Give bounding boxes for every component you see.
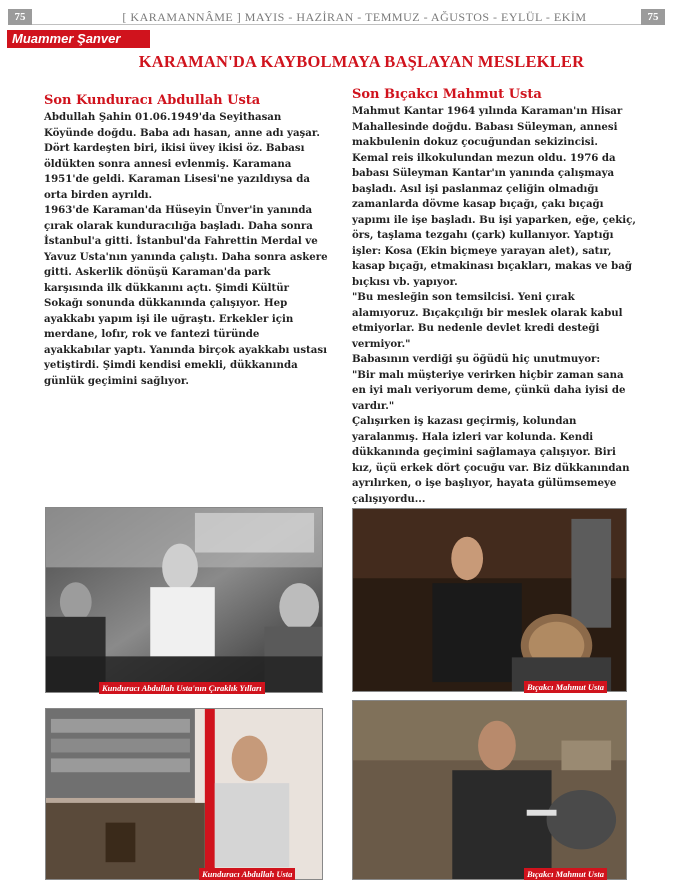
photo-knife-maker-1 — [352, 508, 627, 692]
photo-apprentice-years — [45, 507, 323, 693]
right-paragraph: Mahmut Kantar 1964 yılında Karaman'ın Hisar Mahallesinde doğdu. Babası Süleyman, annesi makbulenin dokuz çocuğundan sekizincisi. Kemal reis ilkokulundan mezun oldu. 1976 da babası Süleyman Kantar'ın yanında çalışmaya başladı. Asıl işi paslanmaz çeliğin olmadığı zamanlarda dövme kasap bıçağı, çakı bıçağı yapımı ile işe başladı. Bu işi yaparken, eğe, çekiç, örs, taşlama tezgahı (çark) kullanıyor. Yaptığı işler: Kosa (Ekin biçmeye yarayan alet), satır, kasap bıçağı, etmakinası bıçakları, makas ve bağ bıçkısı vb. yapıyor. — [352, 105, 636, 288]
photo-knife-maker-1-image — [353, 509, 626, 691]
page-number-left: 75 — [8, 9, 32, 25]
left-section-title: Son Kunduracı Abdullah Usta — [44, 93, 261, 108]
right-paragraph: "Bir malı müşteriye verirken hiçbir zaman sana en iyi malı veriyorum deme, çünkü daha iyisi de vardır." — [352, 368, 626, 412]
photo-apprentice-image — [46, 508, 322, 692]
magazine-header-title: [ KARAMANNÂME ] MAYIS - HAZİRAN - TEMMUZ - AĞUSTOS - EYLÜL - EKİM — [122, 10, 587, 24]
photo-apprentice-caption: Kunduracı Abdullah Usta'nın Çıraklık Yılları — [99, 682, 265, 694]
left-paragraph: Abdullah Şahin 01.06.1949'da Seyithasan Köyünde doğdu. Baba adı hasan, anne adı yaşar. Dört kardeşten biri, ikisi üvey ikisi öz. Babası öldükten sonra annesi evlenmiş. Karamana 1951'de geldi. Karaman Lisesi'ne yazıldıysa da orta birden ayrıldı. — [44, 111, 320, 201]
author-name: Muammer Şanver — [7, 30, 150, 48]
left-paragraph: 1963'de Karaman'da Hüseyin Ünver'in yanında çırak olarak kunduracılığa başladı. Daha sonra İstanbul'a gitti. İstanbul'da Fahrettin Merdal ve Yavuz Usta'nın yanında çalıştı. Daha sonra askere gitti. Askerlik dönüşü Karaman'da park karşısında ilk dükkanını açtı. Şimdi Kültür Sokağı sonunda dükkanında çalışıyor. Hep ayakkabı yapım işi ile uğraştı. Erkekler için merdane, lofır, rok ve fantezi türünde ayakkabılar yaptı. Yanında birçok ayakkabı ustası yetiştirdi. Şimdi kendisi emekli, dükkanında günlük geçimini sağlıyor. — [44, 204, 328, 387]
photo-shoemaker — [45, 708, 323, 880]
photo-shoemaker-image — [46, 709, 322, 879]
page-header — [8, 8, 665, 25]
page-number-right: 75 — [641, 9, 665, 25]
photo-shoemaker-caption: Kunduracı Abdullah Usta — [199, 868, 295, 880]
right-column — [352, 86, 637, 507]
left-column — [44, 92, 329, 389]
left-section-body — [44, 110, 329, 389]
photo-knife-maker-2-caption: Bıçakcı Mahmut Usta — [524, 868, 607, 880]
right-section-title: Son Bıçakcı Mahmut Usta — [352, 87, 542, 102]
right-paragraph: "Bu mesleğin son temsilcisi. Yeni çırak alamıyoruz. Bıçakçılığı bir meslek olarak kabul etmiyorlar. Bu nedenle devlet kredi desteği vermiyor." — [352, 291, 623, 350]
photo-knife-maker-2-image — [353, 701, 626, 879]
right-paragraph: Çalışırken iş kazası geçirmiş, kolundan yaralanmış. Hala izleri var kolunda. Kendi dükkanında geçimini sağlamaya çalışıyor. Biri kız, üçü erkek dört çocuğu var. Biz dükkanından ayrılırken, o işe başlıyor, hayata gülümsemeye çalışıyordu... — [352, 415, 630, 505]
article-title: KARAMAN'DA KAYBOLMAYA BAŞLAYAN MESLEKLER — [138, 52, 585, 71]
right-paragraph: Babasının verdiği şu öğüdü hiç unutmuyor: — [352, 353, 601, 365]
photo-knife-maker-2 — [352, 700, 627, 880]
photo-knife-maker-1-caption: Bıçakcı Mahmut Usta — [524, 681, 607, 693]
right-section-body — [352, 104, 637, 507]
